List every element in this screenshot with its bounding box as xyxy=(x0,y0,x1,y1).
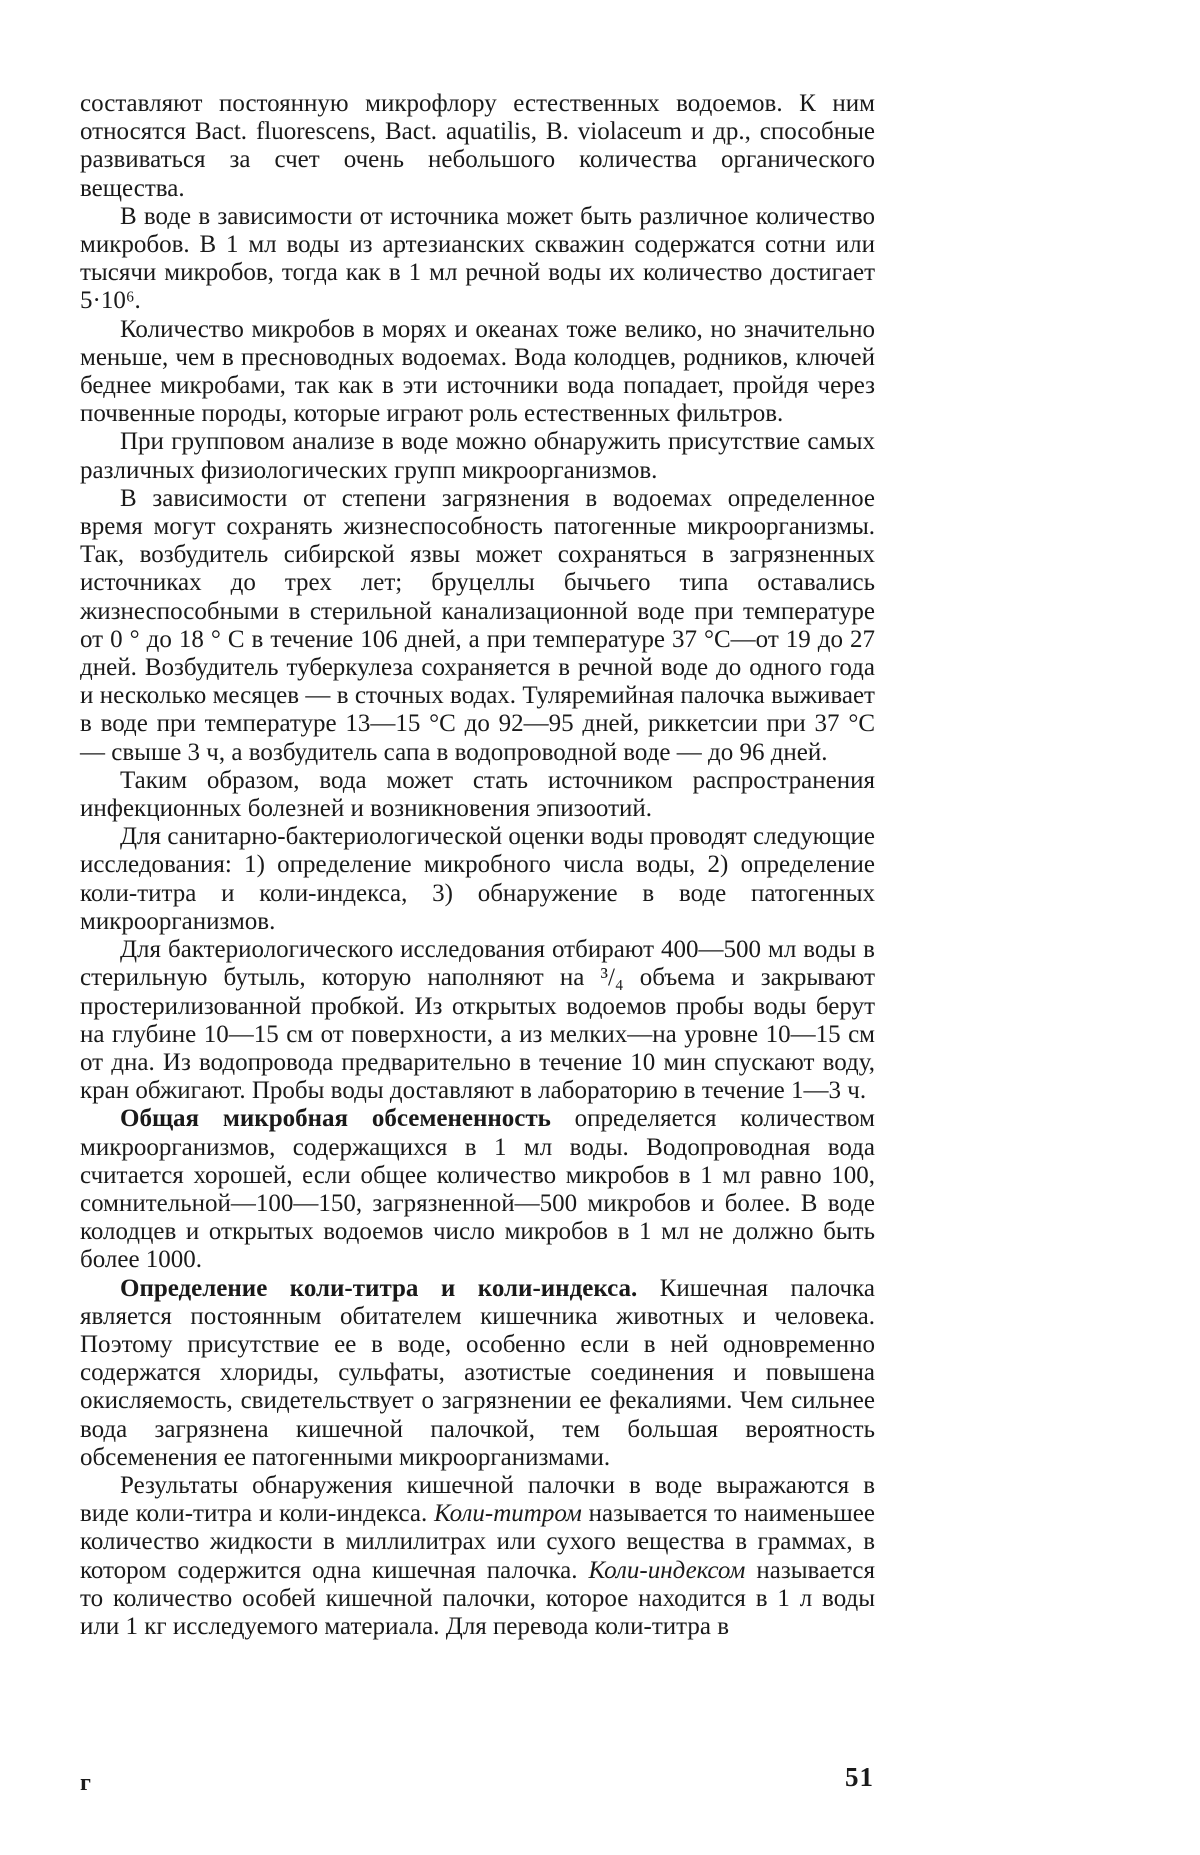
footer-mark: г xyxy=(80,1770,91,1796)
text-segment: Для санитарно-бактериологической оценки воды проводят следующие исследования: 1) определение микробного числа воды, 2) определение коли-титра и коли-индекса, 3) обнаружение в воде патогенных микроорганизмов. xyxy=(80,823,875,935)
text-segment: определяется количеством микроорганизмов, содержащихся в 1 мл воды. Водопроводная вода считается хорошей, если общее количество микробов в 1 мл равно 100, сомнительной—100—150, загрязненной—500 микробов и более. В воде колодцев и открытых водоемов число микробов в 1 мл не должно быть более 1000. xyxy=(80,1105,875,1274)
paragraph-p4 xyxy=(80,428,875,484)
text-segment: В зависимости от степени загрязнения в водоемах определенное время могут сохранять жизнеспособность патогенные микроорганизмы. Так, возбудитель сибирской язвы может сохраняться в загрязненных источниках до трех лет; бруцеллы бычьего типа оставались жизнеспособными в стерильной канализационной воде при температуре от 0 ° до 18 ° С в течение 106 дней, а при температуре 37 °С—от 19 до 27 дней. Возбудитель туберкулеза сохраняется в речной воде до одного года и несколько месяцев — в сточных водах. Туляремийная палочка выживает в воде при температуре 13—15 °С до 92—95 дней, риккетсии при 37 °С — свыше 3 ч, а возбудитель сапа в водопроводной воде — до 96 дней. xyxy=(80,484,875,766)
text-segment: составляют постоянную микрофлору естественных водоемов. К ним относятся Bact. fluorescens, Bact. aquatilis, B. violaceum и др., способные развиваться за счет очень небольшого количества органического вещества. xyxy=(80,90,875,202)
italic-term: Коли-индексом xyxy=(588,1556,746,1584)
text-segment: Таким образом, вода может стать источником распространения инфекционных болезней и возникновения эпизоотий. xyxy=(80,766,875,823)
paragraph-p11 xyxy=(80,1472,875,1641)
paragraph-p2 xyxy=(80,203,875,316)
text-segment: Результаты обнаружения кишечной палочки в воде выражаются в виде коли-титра и коли-индекса. xyxy=(80,1471,875,1528)
text-segment: называется то количество особей кишечной палочки, которое находится в 1 л воды или 1 кг исследуемого материала. Для перевода коли-титра в xyxy=(80,1556,875,1640)
body-text xyxy=(80,90,875,1641)
bold-term: Определение коли-титра и коли-индекса. xyxy=(120,1274,638,1302)
paragraph-p8 xyxy=(80,936,875,1105)
paragraph-p1 xyxy=(80,90,875,203)
text-segment: Количество микробов в морях и океанах тоже велико, но значительно меньше, чем в пресноводных водоемах. Вода колодцев, родников, ключей беднее микробами, так как в эти источники вода попадает, пройдя через почвенные породы, которые играют роль естественных фильтров. xyxy=(80,315,875,428)
text-segment: В воде в зависимости от источника может быть различное количество микробов. В 1 мл воды из артезианских скважин содержатся сотни или тысячи микробов, тогда как в 1 мл речной воды их количество достигает 5·10⁶. xyxy=(80,202,875,315)
text-segment: называется то наименьшее количество жидкости в миллилитрах или сухого вещества в граммах, в котором содержится одна кишечная палочка. xyxy=(80,1500,875,1584)
paragraph-p6 xyxy=(80,767,875,823)
paragraph-p3 xyxy=(80,316,875,429)
italic-term: Коли-титром xyxy=(434,1500,582,1528)
paragraph-p7 xyxy=(80,823,875,936)
text-segment: Для бактериологического исследования отбирают 400—500 мл воды в стерильную бутыль, которую наполняют на ³/₄ объема и закрывают простерилизованной пробкой. Из открытых водоемов пробы воды берут на глубине 10—15 см от поверхности, а из мелких—на уровне 10—15 см от дна. Из водопровода предварительно в течение 10 мин спускают воду, кран обжигают. Пробы воды доставляют в лабораторию в течение 1—3 ч. xyxy=(80,936,875,1105)
text-segment: Кишечная палочка является постоянным обитателем кишечника животных и человека. Поэтому присутствие ее в воде, особенно если в ней одновременно содержатся хлориды, сульфаты, азотистые соединения и повышена окисляемость, свидетельствует о загрязнении ее фекалиями. Чем сильнее вода загрязнена кишечной палочкой, тем большая вероятность обсеменения ее патогенными микроорганизмами. xyxy=(80,1274,875,1471)
paragraph-p10 xyxy=(80,1275,875,1472)
page-number: 51 xyxy=(845,1762,874,1792)
bold-term: Общая микробная обсемененность xyxy=(120,1105,551,1133)
text-segment: При групповом анализе в воде можно обнаружить присутствие самых различных физиологических групп микроорганизмов. xyxy=(80,428,875,484)
paragraph-p5 xyxy=(80,485,875,767)
paragraph-p9 xyxy=(80,1105,875,1274)
